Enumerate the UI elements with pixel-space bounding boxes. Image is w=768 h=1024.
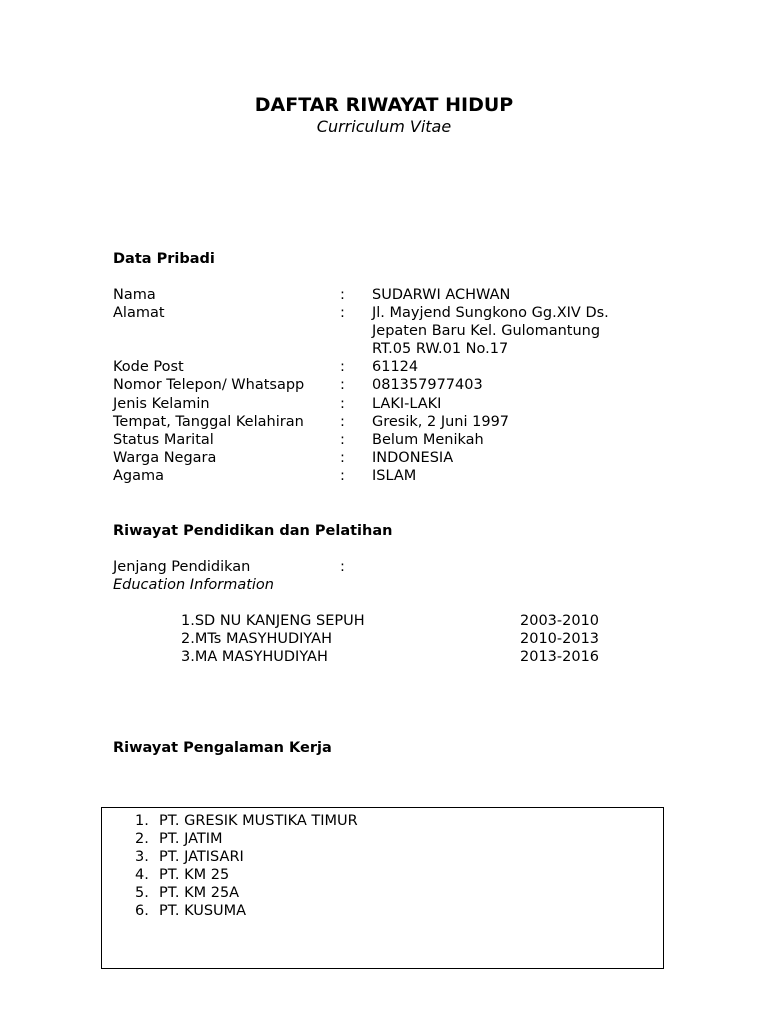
field-value: 61124 (372, 359, 419, 376)
education-colon: : (340, 559, 345, 575)
field-colon: : (340, 377, 345, 394)
education-label-row (113, 558, 372, 576)
field-row-telepon (113, 376, 673, 394)
field-row-status-marital (113, 431, 673, 449)
work-item-name: PT. KM 25 (159, 867, 230, 884)
field-value: INDONESIA (372, 449, 454, 466)
address-line: Jepaten Baru Kel. Gulomantung (372, 323, 601, 340)
field-value-address (372, 304, 673, 358)
field-row-nama (113, 286, 673, 304)
field-colon: : (340, 449, 345, 466)
work-item-number: 5. (135, 885, 149, 902)
field-label: Warga Negara (113, 449, 217, 466)
work-item-name: PT. GRESIK MUSTIKA TIMUR (159, 813, 358, 829)
work-list (135, 812, 358, 921)
field-colon: : (340, 395, 345, 412)
work-item (135, 884, 358, 902)
education-item (181, 648, 621, 666)
education-label-block (113, 558, 372, 594)
work-item (135, 866, 358, 884)
field-colon: : (340, 431, 345, 448)
education-years: 2010-2013 (520, 631, 600, 648)
field-colon: : (340, 287, 345, 303)
document-subtitle: Curriculum Vitae (316, 117, 452, 136)
education-school: 1.SD NU KANJENG SEPUH (181, 613, 365, 629)
work-item-name: PT. JATISARI (159, 849, 244, 866)
field-label: Nama (113, 287, 156, 303)
work-experience-box (101, 807, 664, 969)
field-colon: : (340, 359, 345, 376)
field-row-jenis-kelamin (113, 395, 673, 413)
field-value: SUDARWI ACHWAN (372, 287, 511, 303)
education-school: 3.MA MASYHUDIYAH (181, 649, 328, 666)
work-item-number: 3. (135, 849, 149, 866)
work-item (135, 848, 358, 866)
field-label: Alamat (113, 305, 165, 322)
field-label: Jenis Kelamin (113, 395, 210, 412)
field-value: Gresik, 2 Juni 1997 (372, 413, 510, 430)
document-title: DAFTAR RIWAYAT HIDUP (254, 94, 514, 116)
education-list (181, 612, 621, 666)
field-label: Agama (113, 467, 165, 484)
field-row-kode-post (113, 358, 673, 376)
education-years: 2013-2016 (520, 649, 600, 666)
field-value: LAKI-LAKI (372, 395, 442, 412)
address-line: RT.05 RW.01 No.17 (372, 341, 509, 358)
field-label: Kode Post (113, 359, 184, 376)
field-row-agama (113, 467, 673, 485)
field-colon: : (340, 305, 345, 322)
personal-data-heading: Data Pribadi (113, 251, 215, 267)
education-heading: Riwayat Pendidikan dan Pelatihan (113, 523, 393, 539)
field-row-ttl (113, 413, 673, 431)
education-school: 2.MTs MASYHUDIYAH (181, 631, 332, 648)
work-item (135, 812, 358, 830)
field-colon: : (340, 467, 345, 484)
field-label: Nomor Telepon/ Whatsapp (113, 377, 305, 394)
field-value: 081357977403 (372, 377, 483, 394)
field-row-warga-negara (113, 449, 673, 467)
education-sublabel: Education Information (113, 577, 274, 594)
field-label: Tempat, Tanggal Kelahiran (113, 413, 304, 430)
work-item (135, 830, 358, 848)
field-label: Status Marital (113, 431, 214, 448)
address-line: Jl. Mayjend Sungkono Gg.XIV Ds. (372, 305, 609, 322)
work-heading: Riwayat Pengalaman Kerja (113, 740, 332, 756)
work-item-name: PT. KUSUMA (159, 903, 247, 920)
work-item-number: 2. (135, 831, 149, 848)
field-value: Belum Menikah (372, 431, 484, 448)
education-label: Jenjang Pendidikan (113, 559, 251, 575)
field-value: ISLAM (372, 467, 417, 484)
personal-data-fields (113, 286, 673, 485)
work-item-number: 6. (135, 903, 149, 920)
field-colon: : (340, 413, 345, 430)
field-row-alamat (113, 304, 673, 358)
work-item-name: PT. KM 25A (159, 885, 240, 902)
work-item-number: 1. (135, 813, 149, 829)
work-item-number: 4. (135, 867, 149, 884)
education-item (181, 612, 621, 630)
work-item-name: PT. JATIM (159, 831, 223, 848)
work-item (135, 902, 358, 920)
education-years: 2003-2010 (520, 613, 600, 629)
education-item (181, 630, 621, 648)
